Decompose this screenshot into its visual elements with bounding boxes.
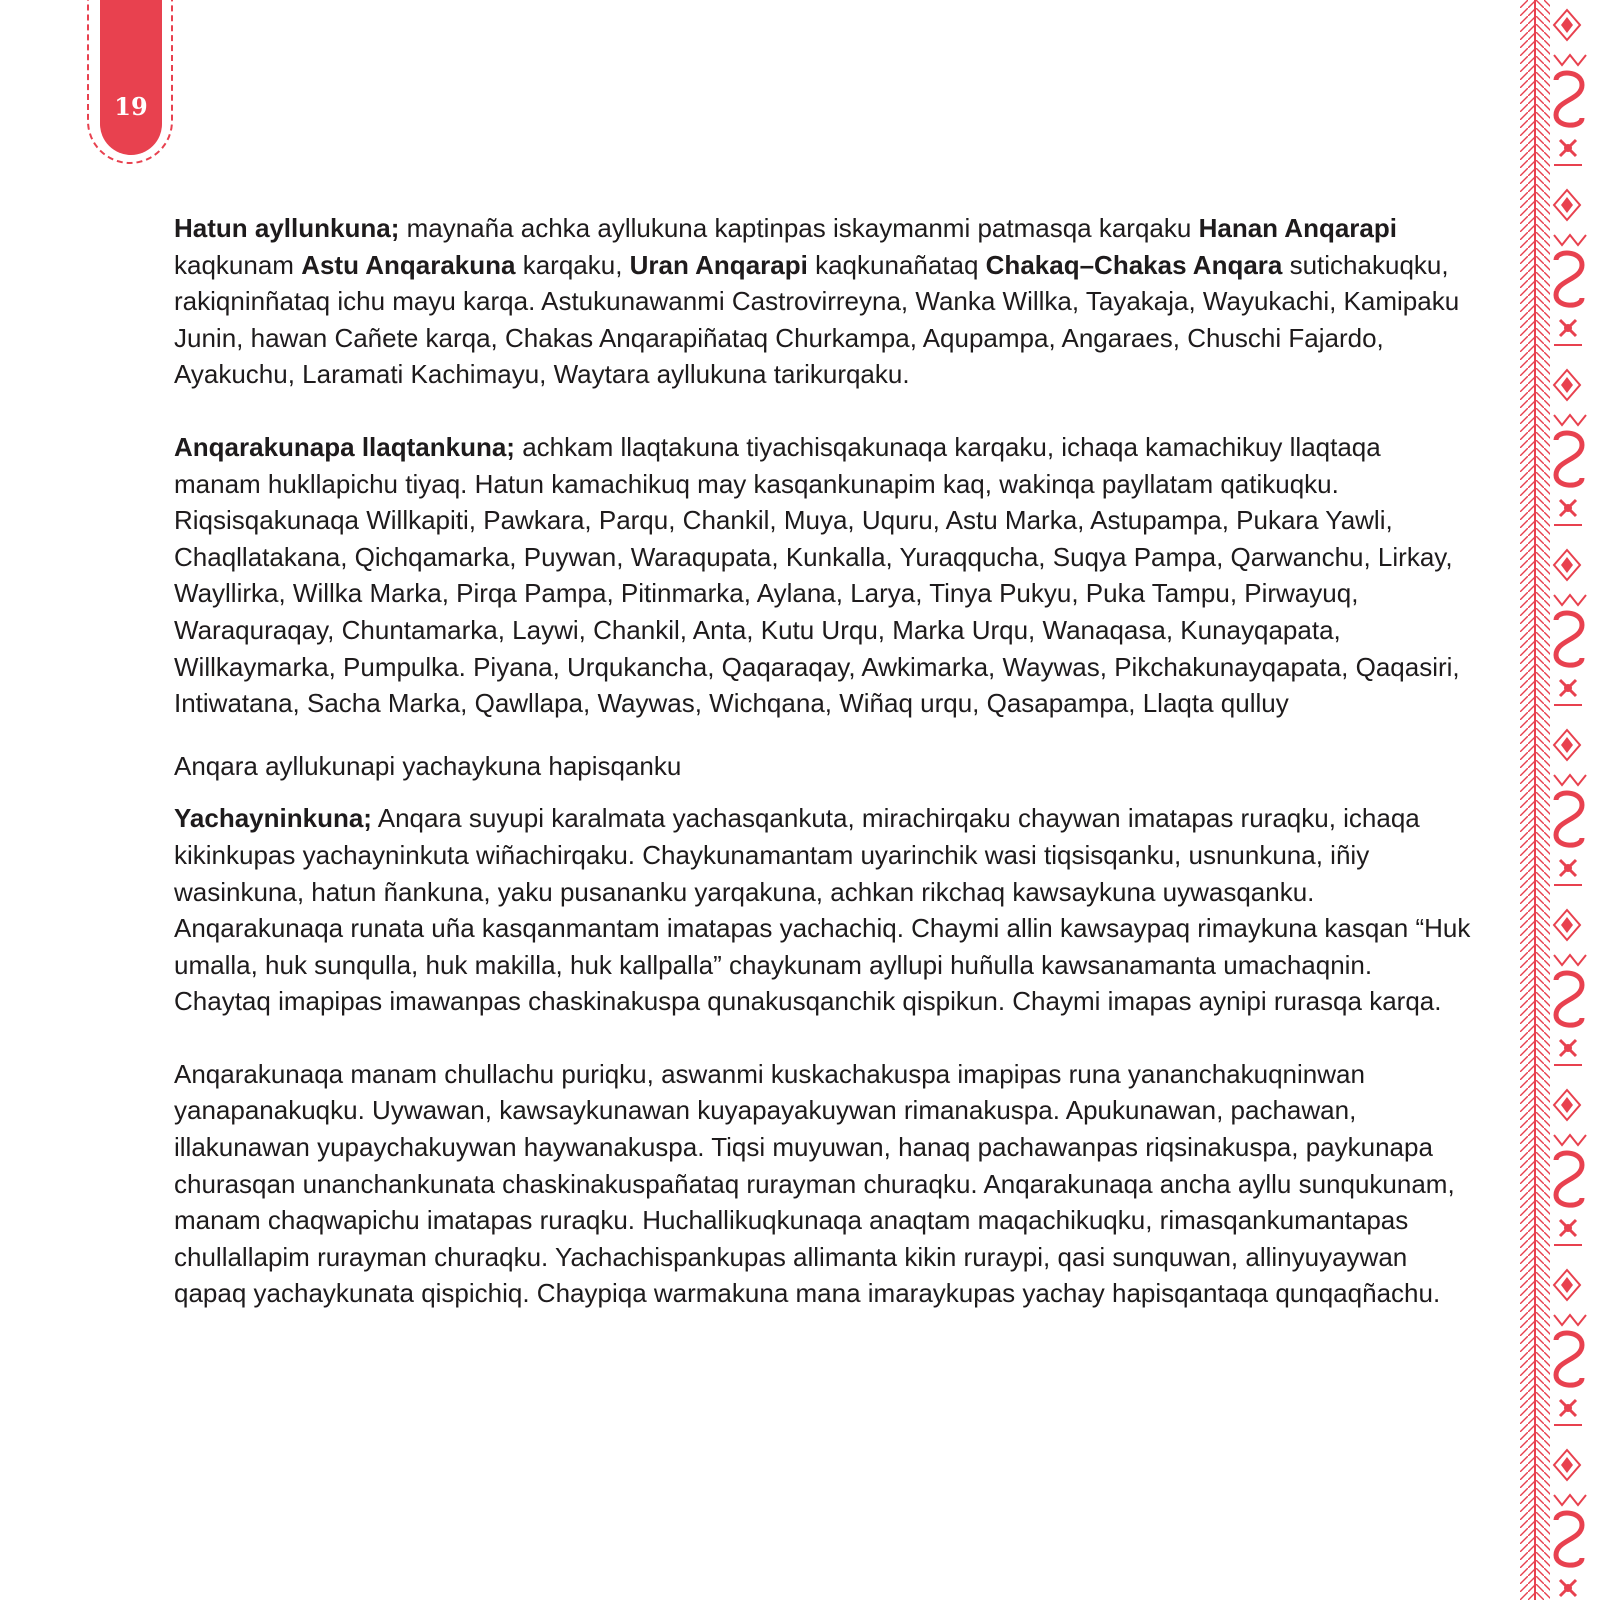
- paragraph-hatun-ayllunkuna: [174, 210, 1474, 393]
- paragraph-yachayninkuna: [174, 800, 1474, 1020]
- page-content: [174, 210, 1474, 1312]
- page-tab: [100, 0, 162, 155]
- paragraph-llaqtankuna: [174, 429, 1474, 722]
- term-anqarakunapa-llaqtankuna: Anqarakunapa llaqtankuna;: [174, 431, 515, 462]
- paragraph-text: kaqkunam: [174, 249, 302, 280]
- section-heading: Anqara ayllukunapi yachaykuna hapisqanku: [174, 750, 682, 781]
- decorative-border: [1520, 0, 1600, 1600]
- paragraph-text: karqaku,: [515, 249, 630, 280]
- term-astu-anqarakuna: Astu Anqarakuna: [301, 249, 516, 280]
- paragraph-text: kaqkunañataq: [807, 249, 986, 280]
- paragraph-text: sutichakuqku, rakiqninñataq ichu mayu karqa. Astukunawanmi Castrovirreyna, Wanka Willka, Tayakaja, Wayukachi, Kamipaku Junin, hawan Cañete karqa, Chakas Anqarapiñataq Churkampa, Aqupampa, Angaraes, Chuschi Fajardo, Ayakuchu, Laramati Kachimayu, Waytara ayllukuna tarikurqaku.: [174, 249, 1460, 390]
- term-yachayninkuna: Yachayninkuna;: [174, 803, 372, 834]
- term-chakas-anqara: Chakaq–Chakas Anqara: [985, 249, 1283, 280]
- term-hanan-anqarapi: Hanan Anqarapi: [1198, 213, 1397, 243]
- paragraph-anqarakunaqa: Anqarakunaqa manam chullachu puriqku, aswanmi kuskachakuspa imapipas runa yananchakuqninwan yanapanakuqku. Uywawan, kawsaykunawan kuyapayakuywan rimanakuspa. Apukunawan, pachawan, illakunawan yupaychakuywan haywanakuspa. Tiqsi muyuwan, hanaq pachawanpas riqsinakuspa, paykunapa churasqan unanchankunata chaskinakuspañataq rurayman churaqku. Anqarakunaqa ancha ayllu sunqukunam, manam chaqwapichu imatapas ruraqku. Huchallikuqkunaqa anaqtam maqachikuqku, rimasqankumantapas chullallapim rurayman churaqku. Yachachispankupas allimanta kikin ruraypi, qasi sunquwan, allinyuyaywan qapaq yachaykunata qispichiq. Chaypiqa warmakuna mana imaraykupas yachay hapisqantaqa qunqaqñachu.: [174, 1058, 1455, 1309]
- page-number: 19: [114, 92, 148, 121]
- term-hatun-ayllunkuna: Hatun ayllunkuna;: [174, 213, 400, 243]
- paragraph-text: Anqara suyupi karalmata yachasqankuta, mirachirqaku chaywan imatapas ruraqku, ichaqa kikinkupas yachayninkuta wiñachirqaku. Chaykunamantam uyarinchik wasi tiqsisqanku, usnunkuna, iñiy wasinkuna, hatun ñankuna, yaku pusananku yarqakuna, achkan rikchaq kawsaykuna uywasqanku. Anqarakunaqa runata uña kasqanmantam imatapas yachachiq. Chaymi allin kawsaypaq rimaykuna kasqan “Huk umalla, huk sunqulla, huk makilla, huk kallpalla” chaykunam ayllupi huñulla kawsanamanta umachaqnin. Chaytaq imapipas imawanpas chaskinakuspa qunakusqanchik qispikun. Chaymi imapas aynipi rurasqa karqa.: [174, 803, 1471, 1017]
- term-uran-anqarapi: Uran Anqarapi: [629, 249, 808, 280]
- paragraph-text: maynaña achka ayllukuna kaptinpas iskaymanmi patmasqa karqaku: [399, 213, 1199, 243]
- paragraph-text: achkam llaqtakuna tiyachisqakunaqa karqaku, ichaqa kamachikuy llaqtaqa manam hukllapichu tiyaq. Hatun kamachikuq may kasqankunapim kaq, wakinqa payllatam qatikuqku. Riqsisqakunaqa Willkapiti, Pawkara, Parqu, Chankil, Muya, Uquru, Astu Marka, Astupampa, Pukara Yawli, Chaqllatakana, Qichqamarka, Puywan, Waraqupata, Kunkalla, Yuraqqucha, Suqya Pampa, Qarwanchu, Lirkay, Wayllirka, Willka Marka, Pirqa Pampa, Pitinmarka, Aylana, Larya, Tinya Pukyu, Puka Tampu, Pirwayuq, Waraquraqay, Chuntamarka, Laywi, Chankil, Anta, Kutu Urqu, Marka Urqu, Wanaqasa, Kunayqapata, Willkaymarka, Pumpulka. Piyana, Urqukancha, Qaqaraqay, Awkimarka, Waywas, Pikchakunayqapata, Qaqasiri, Intiwatana, Sacha Marka, Qawllapa, Waywas, Wichqana, Wiñaq urqu, Qasapampa, Llaqta qulluy: [174, 431, 1460, 719]
